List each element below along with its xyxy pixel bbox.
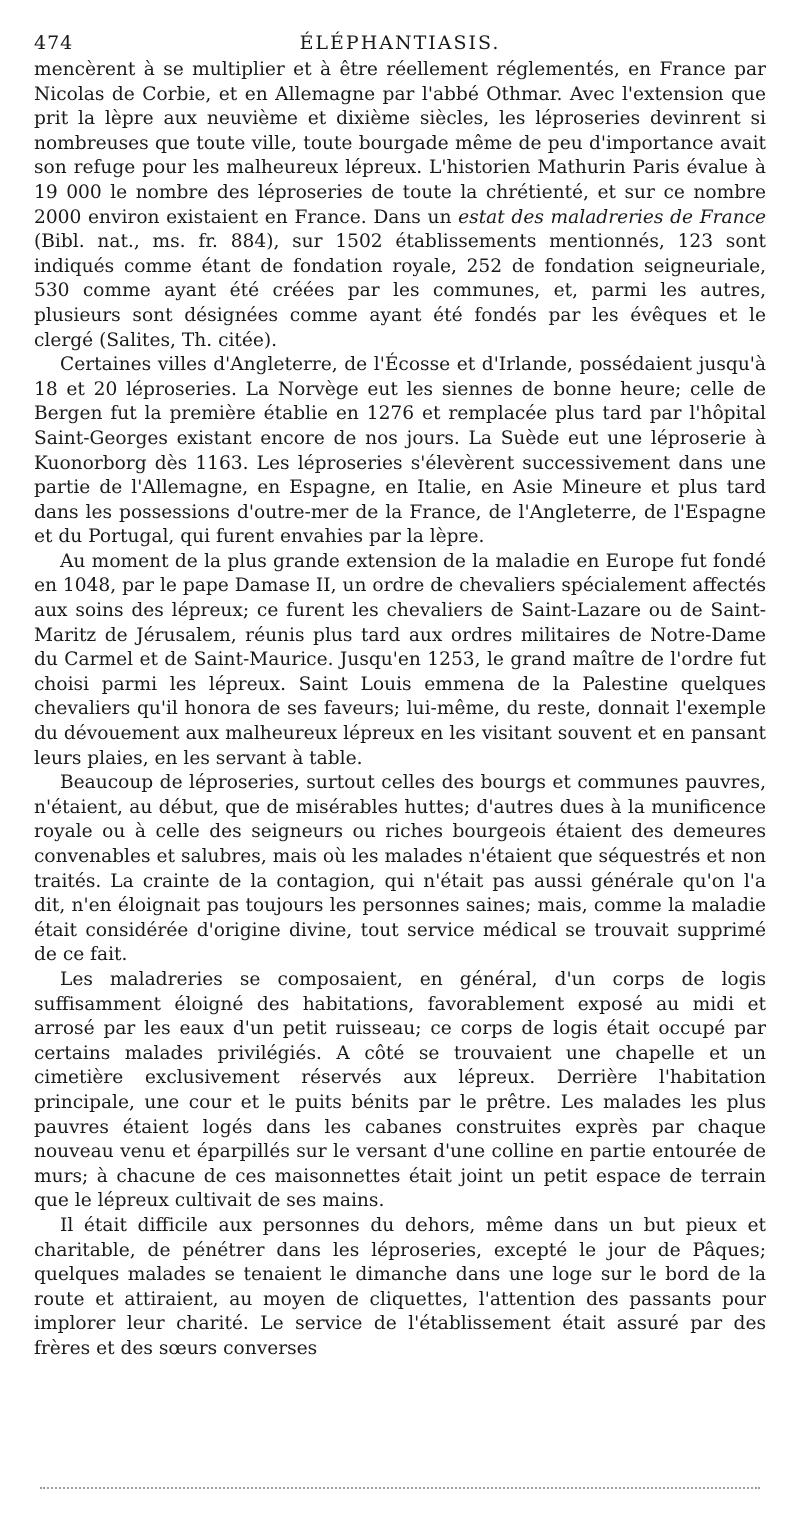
paragraph: Il était difficile aux personnes du dehors, même dans un but pieux et charitable, de pénétrer dans les léproseries, excepté le jour de Pâques; quelques malades se tenaient le dimanche dans une loge sur le bord de la route et attiraient, au moyen de cliquettes, l'attention des passants pour implorer leur charité. Le service de l'établissement était assuré par des frères et des sœurs converses	[34, 1214, 766, 1359]
page-header	[34, 28, 766, 58]
footer-rule	[40, 1487, 760, 1489]
body-text	[34, 58, 766, 1361]
document-page	[34, 28, 766, 1361]
paragraph-text: (Bibl. nat., ms. fr. 884), sur 1502 établissements mentionnés, 123 sont indiqués comme étant de fondation royale, 252 de fondation seigneuriale, 530 comme ayant été créées par les communes, et, parmi les autres, plusieurs sont désignées comme ayant été fondés par les évêques et le clergé (Salites, Th. citée).	[34, 231, 766, 351]
italic-title: estat des maladreries de France	[458, 206, 767, 228]
paragraph: Au moment de la plus grande extension de la maladie en Europe fut fondé en 1048, par le pape Damase II, un ordre de chevaliers spécialement affectés aux soins des lépreux; ce furent les chevaliers de Saint-Lazare ou de Saint-Maritz de Jérusalem, réunis plus tard aux ordres militaires de Notre-Dame du Carmel et de Saint-Maurice. Jusqu'en 1253, le grand maître de l'ordre fut choisi parmi les lépreux. Saint Louis emmena de la Palestine quelques chevaliers qu'il honora de ses faveurs; lui-même, du reste, donnait l'exemple du dévouement aux malheureux lépreux en les visitant souvent et en pansant leurs plaies, en les servant à table.	[34, 550, 766, 769]
paragraph: Les maladreries se composaient, en général, d'un corps de logis suffisamment éloigné des habitations, favorablement exposé au midi et arrosé par les eaux d'un petit ruisseau; ce corps de logis était occupé par certains malades privilégiés. A côté se trouvaient une chapelle et un cimetière exclusivement réservés aux lépreux. Derrière l'habitation principale, une cour et le puits bénits par le prêtre. Les malades les plus pauvres étaient logés dans les cabanes construites exprès par chaque nouveau venu et éparpillés sur le versant d'une colline en partie entourée de murs; à chacune de ces maisonnettes était joint un petit espace de terrain que le lépreux cultivait de ses mains.	[34, 968, 766, 1212]
paragraph: Certaines villes d'Angleterre, de l'Écosse et d'Irlande, possédaient jusqu'à 18 et 20 léproseries. La Norvège eut les siennes de bonne heure; celle de Bergen fut la première établie en 1276 et remplacée plus tard par l'hôpital Saint-Georges existant encore de nos jours. La Suède eut une léproserie à Kuonorborg dès 1163. Les léproseries s'élevèrent successivement dans une partie de l'Allemagne, en Espagne, en Italie, en Asie Mineure et plus tard dans les possessions d'outre-mer de la France, de l'Angleterre, de l'Espagne et du Portugal, qui furent envahies par la lèpre.	[34, 354, 766, 548]
running-title: ÉLÉPHANTIASIS.	[299, 32, 501, 54]
paragraph	[34, 58, 766, 353]
paragraph-text: mencèrent à se multiplier et à être réellement réglementés, en France par Nicolas de Corbie, et en Allemagne par l'abbé Othmar. Avec l'extension que prit la lèpre aux neuvième et dixième siècles, les léproseries devinrent si nombreuses que toute ville, toute bourgade même de peu d'importance avait son refuge pour les malheureux lépreux. L'historien Mathurin Paris évalue à 19 000 le nombre des léproseries de toute la chrétienté, et sur ce nombre 2000 environ existaient en France. Dans un	[34, 59, 766, 228]
paragraph: Beaucoup de léproseries, surtout celles des bourgs et communes pauvres, n'étaient, au début, que de misérables huttes; d'autres dues à la munificence royale ou à celle des seigneurs ou riches bourgeois étaient des demeures convenables et salubres, mais où les malades n'étaient que séquestrés et non traités. La crainte de la contagion, qui n'était pas aussi générale qu'on l'a dit, n'en éloignait pas toujours les personnes saines; mais, comme la maladie était considérée d'origine divine, tout service médical se trouvait supprimé de ce fait.	[34, 772, 766, 966]
page-number: 474	[34, 32, 74, 54]
